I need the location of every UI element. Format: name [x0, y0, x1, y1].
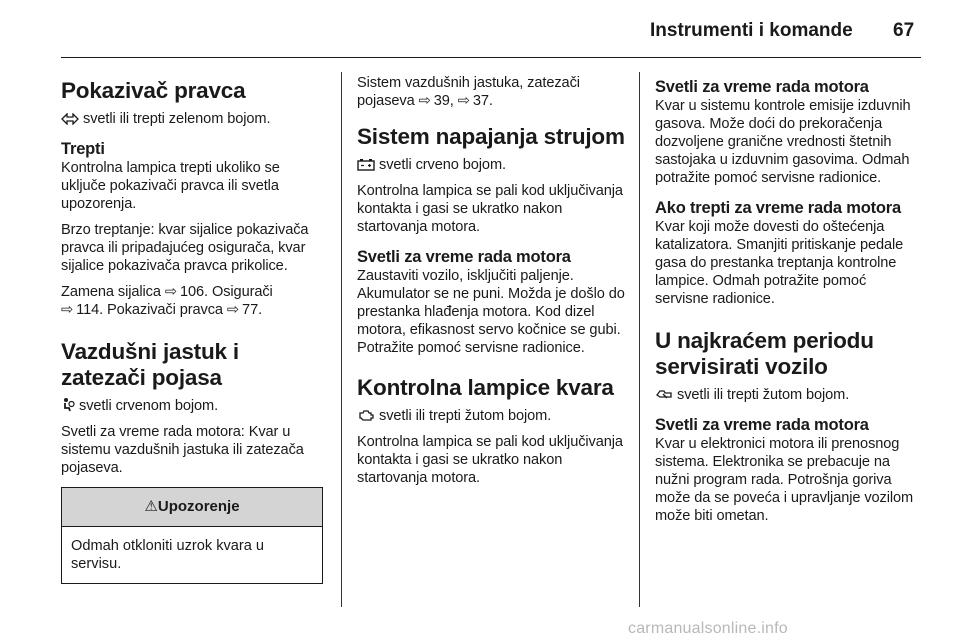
charging-heading: Sistem napajanja strujom: [357, 124, 625, 149]
ref-link-37[interactable]: 37.: [472, 93, 493, 109]
watermark: carmanualsonline.info: [628, 620, 788, 637]
page-ref-icon: ⇨: [457, 93, 470, 109]
charging-text: Kontrolna lampica se pali kod uključivanja kontakta i gasi se ukratko nakon startovanja motora.: [357, 183, 623, 235]
airbag-status: svetli crvenom bojom.: [61, 397, 326, 415]
page-ref-icon: ⇨: [61, 302, 74, 318]
header-divider: [61, 57, 921, 58]
turn-signal-status: svetli ili trepti zelenom bojom.: [61, 110, 326, 128]
service-sub-heading: Svetli za vreme rada motora: [655, 416, 869, 434]
blinks-running-text: Kvar koji može dovesti do oštećenja katalizatora. Smanjiti pritiskanje pedale gasa do prestanka treptanja kontrolne lampice. Odmah potražite pomoć servisne radionice.: [655, 219, 904, 307]
column-2: [357, 74, 627, 495]
service-heading: U najkraćem periodu servisirati vozilo: [655, 328, 874, 379]
page-ref-icon: ⇨: [226, 302, 240, 318]
ref-link-114[interactable]: 114. Pokazivači pravca: [76, 302, 223, 318]
blinks-text: Kontrolna lampica trepti ukoliko se uključe pokazivači pravca ili svetla upozorenja.: [61, 160, 280, 212]
service-status: svetli ili trepti žutom bojom.: [655, 386, 923, 404]
blinks-heading: Trepti: [61, 140, 105, 158]
malfunction-heading: Kontrolna lampice kvara: [357, 375, 614, 400]
charging-sub-text: Zaustaviti vozilo, isključiti paljenje. Akumulator se ne puni. Možda je došlo do prestanka hlađenja motora. Kod dizel motora, efikasnost servo kočnice se gubi. Potražite pomoć servisne radionice.: [357, 268, 625, 356]
malfunction-status: svetli ili trepti žutom bojom.: [357, 407, 627, 425]
column-3: [655, 74, 923, 533]
service-sub-text: Kvar u elektronici motora ili prenosnog sistema. Elektronika se prebacuje na nužni program rada. Potrošnja goriva može da se poveća i upravljanje vozilom može biti ometan.: [655, 436, 914, 524]
wrench-car-icon: [655, 388, 673, 401]
turn-signal-icon: [61, 113, 79, 125]
airbag-text: Svetli za vreme rada motora: Kvar u sistemu vazdušnih jastuka ili zatezača pojaseva.: [61, 424, 304, 476]
engine-check-icon: [357, 409, 375, 422]
turn-signal-heading: Pokazivač pravca: [61, 78, 246, 103]
airbag-system-ref: Sistem vazdušnih jastuka, zatezači pojaseva ⇨ 39, ⇨ 37.: [357, 75, 580, 109]
column-divider-1: [341, 72, 342, 607]
ref-link-106[interactable]: 106. Osigurači: [180, 284, 273, 300]
warning-text: Odmah otkloniti uzrok kvara u servisu.: [71, 538, 265, 572]
charging-status: svetli crveno bojom.: [357, 156, 627, 174]
airbag-heading: Vazdušni jastuk i zatezači pojasa: [61, 339, 239, 390]
column-1: [61, 74, 326, 584]
malfunction-text: Kontrolna lampica se pali kod uključivanja kontakta i gasi se ukratko nakon startovanja motora.: [357, 434, 623, 486]
airbag-icon: [61, 397, 75, 412]
page-ref-icon: ⇨: [164, 284, 177, 300]
page-number: 67: [893, 20, 915, 41]
page-header-title: Instrumenti i komande: [650, 20, 853, 41]
warning-header: ⚠Upozorenje: [62, 488, 322, 527]
charging-sub-heading: Svetli za vreme rada motora: [357, 248, 571, 266]
warning-box: [61, 487, 323, 584]
bulb-replacement-refs: Zamena sijalica ⇨ 106. Osigurači ⇨ 114. Pokazivači pravca ⇨ 77.: [61, 284, 273, 318]
column-divider-2: [639, 72, 640, 607]
engine-running-text: Kvar u sistemu kontrole emisije izduvnih gasova. Može doći do prekoračenja dozvoljene granične vrednosti štetnih sastojaka u izduvnim gasovima. Odmah potražite pomoć servisne radionice.: [655, 98, 911, 186]
engine-running-heading: Svetli za vreme rada motora: [655, 78, 869, 96]
warning-triangle-icon: ⚠: [144, 498, 158, 515]
page-ref-icon: ⇨: [418, 93, 431, 109]
battery-icon: [357, 158, 375, 171]
ref-link-77[interactable]: 77.: [242, 302, 263, 318]
ref-link-39[interactable]: 39,: [433, 93, 454, 109]
fast-blink-text: Brzo treptanje: kvar sijalice pokazivača pravca ili pripadajućeg osigurača, kvar sijalice pokazivača pravca prikolice.: [61, 222, 309, 274]
blinks-running-heading: Ako trepti za vreme rada motora: [655, 199, 901, 217]
